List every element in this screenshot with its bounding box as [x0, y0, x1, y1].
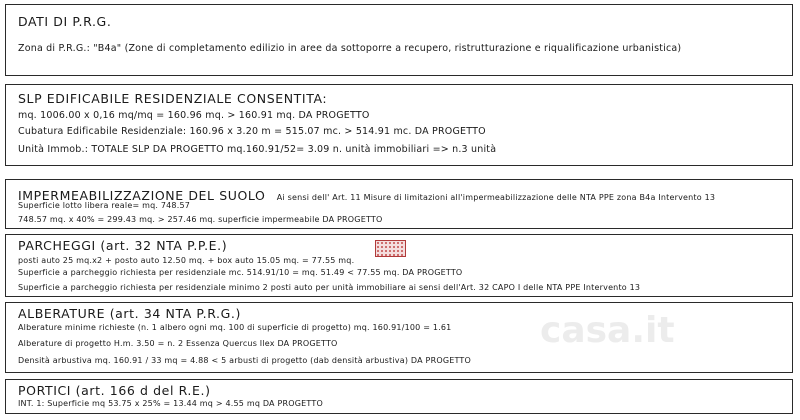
portici-title: PORTICI (art. 166 d del R.E.): [18, 383, 211, 398]
slp-line-1: mq. 1006.00 x 0,16 mq/mq = 160.96 mq. > 160.91 mq. DA PROGETTO: [18, 110, 370, 121]
imper-title: IMPERMEABILIZZAZIONE DEL SUOLO: [18, 188, 266, 203]
parcheggi-line-2: Superficie a parcheggio richiesta per residenziale mc. 514.91/10 = mq. 51.49 < 77.55 mq. DA PROGETTO: [18, 268, 463, 277]
slp-line-2: Cubatura Edificabile Residenziale: 160.96 x 3.20 m = 515.07 mc. > 514.91 mc. DA PROGETTO: [18, 126, 486, 137]
imper-section: [5, 179, 793, 229]
imper-line-2: 748.57 mq. x 40% = 299.43 mq. > 257.46 mq. superficie impermeabile DA PROGETTO: [18, 215, 383, 224]
slp-section: [5, 84, 793, 166]
slp-title: SLP EDIFICABILE RESIDENZIALE CONSENTITA:: [18, 91, 328, 106]
alberature-line-1: Alberature minime richieste (n. 1 albero ogni mq. 100 di superficie di progetto) mq. 160.91/100 = 1.61: [18, 323, 452, 332]
parcheggi-section: [5, 234, 793, 297]
parcheggi-title: PARCHEGGI (art. 32 NTA P.P.E.): [18, 238, 228, 253]
prg-section: [5, 4, 793, 76]
prg-title: DATI DI P.R.G.: [18, 14, 112, 29]
alberature-title: ALBERATURE (art. 34 NTA P.R.G.): [18, 306, 241, 321]
alberature-line-2: Alberature di progetto H.m. 3.50 = n. 2 Essenza Quercus Ilex DA PROGETTO: [18, 339, 338, 348]
slp-line-3: Unità Immob.: TOTALE SLP DA PROGETTO mq.160.91/52= 3.09 n. unità immobiliari => n.3 unità: [18, 144, 497, 155]
alberature-line-3: Densità arbustiva mq. 160.91 / 33 mq = 4.88 < 5 arbusti di progetto (dab densità arbustiva) DA PROGETTO: [18, 356, 472, 365]
parcheggi-line-3: Superficie a parcheggio richiesta per residenziale minimo 2 posti auto per unità immobiliare ai sensi dell'Art. 32 CAPO I delle NTA PPE Intervento 13: [18, 283, 641, 292]
portici-section: [5, 379, 793, 414]
imper-subtitle: Ai sensi dell' Art. 11 Misure di limitazioni all'impermeabilizzazione delle NTA PPE zona B4a Intervento 13: [276, 193, 716, 202]
parking-hatch-swatch: [375, 240, 406, 257]
alberature-section: [5, 302, 793, 373]
parcheggi-line-1: posti auto 25 mq.x2 + posto auto 12.50 mq. + box auto 15.05 mq. = 77.55 mq.: [18, 256, 355, 265]
imper-line-1: Superficie lotto libera reale= mq. 748.57: [18, 201, 191, 210]
watermark: casa.it: [540, 310, 675, 351]
prg-zona: Zona di P.R.G.: "B4a" (Zone di completamento edilizio in aree da sottoporre a recupero, ristrutturazione e riqualificazione urbanistica): [18, 43, 682, 54]
portici-line-1: INT. 1: Superficie mq 53.75 x 25% = 13.44 mq > 4.55 mq DA PROGETTO: [18, 399, 323, 408]
